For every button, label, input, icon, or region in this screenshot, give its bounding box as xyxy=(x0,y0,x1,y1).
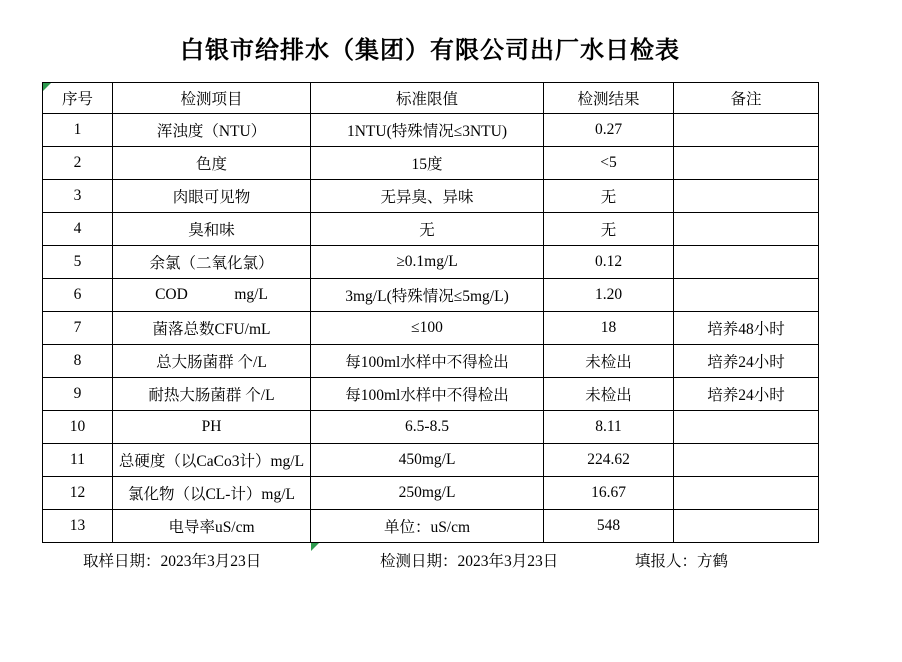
cell-remark xyxy=(674,114,819,147)
table-row xyxy=(43,147,819,180)
cell-standard: ≥0.1mg/L xyxy=(311,246,544,279)
column-header-standard: 标准限值 xyxy=(311,83,544,114)
cell-result: 224.62 xyxy=(544,444,674,477)
cell-index: 7 xyxy=(43,312,113,345)
column-header-item: 检测项目 xyxy=(113,83,311,114)
cell-remark: 培养48小时 xyxy=(674,312,819,345)
cell-remark: 培养24小时 xyxy=(674,378,819,411)
table-row xyxy=(43,444,819,477)
cell-result: 0.12 xyxy=(544,246,674,279)
testing-date: 检测日期：2023年3月23日 xyxy=(380,553,559,570)
cell-result: 未检出 xyxy=(544,378,674,411)
cell-index: 6 xyxy=(43,279,113,312)
column-header-result: 检测结果 xyxy=(544,83,674,114)
cell-remark: 培养24小时 xyxy=(674,345,819,378)
cell-remark xyxy=(674,411,819,444)
cell-item: 余氯（二氧化氯） xyxy=(113,246,311,279)
cell-index: 10 xyxy=(43,411,113,444)
cell-result: 无 xyxy=(544,213,674,246)
cell-remark xyxy=(674,510,819,543)
cell-standard: 15度 xyxy=(311,147,544,180)
cell-index: 2 xyxy=(43,147,113,180)
cell-remark xyxy=(674,213,819,246)
table-row xyxy=(43,510,819,543)
cell-index: 8 xyxy=(43,345,113,378)
cell-standard: 6.5-8.5 xyxy=(311,411,544,444)
report-filler: 填报人：方鹤 xyxy=(635,553,729,570)
table-row xyxy=(43,477,819,510)
cell-item: PH xyxy=(113,411,311,444)
cell-remark xyxy=(674,246,819,279)
cell-remark xyxy=(674,180,819,213)
cell-standard: 每100ml水样中不得检出 xyxy=(311,345,544,378)
cell-result: 8.11 xyxy=(544,411,674,444)
sampling-date: 取样日期：2023年3月23日 xyxy=(83,553,262,570)
cell-item: 菌落总数CFU/mL xyxy=(113,312,311,345)
cell-result: <5 xyxy=(544,147,674,180)
cell-item: 耐热大肠菌群 个/L xyxy=(113,378,311,411)
column-header-index: 序号 xyxy=(43,83,113,114)
table-row xyxy=(43,411,819,444)
cell-item: 肉眼可见物 xyxy=(113,180,311,213)
table-body xyxy=(43,114,819,543)
cell-item: 氯化物（以CL-计）mg/L xyxy=(113,477,311,510)
table-row xyxy=(43,279,819,312)
cell-index: 1 xyxy=(43,114,113,147)
cell-item: 总大肠菌群 个/L xyxy=(113,345,311,378)
table-row xyxy=(43,213,819,246)
footer xyxy=(0,551,902,573)
cell-item: COD mg/L xyxy=(113,279,311,312)
cell-result: 16.67 xyxy=(544,477,674,510)
cell-standard: 每100ml水样中不得检出 xyxy=(311,378,544,411)
cell-index: 9 xyxy=(43,378,113,411)
cell-index: 11 xyxy=(43,444,113,477)
cell-remark xyxy=(674,279,819,312)
cell-standard: 3mg/L(特殊情况≤5mg/L) xyxy=(311,279,544,312)
table-header-row xyxy=(43,83,819,114)
table-row xyxy=(43,312,819,345)
cell-standard: 无异臭、异味 xyxy=(311,180,544,213)
excel-cell-marker-icon xyxy=(311,543,319,551)
table-row xyxy=(43,180,819,213)
cell-remark xyxy=(674,477,819,510)
cell-standard: ≤100 xyxy=(311,312,544,345)
cell-remark xyxy=(674,147,819,180)
table-row xyxy=(43,246,819,279)
cell-item: 臭和味 xyxy=(113,213,311,246)
cell-item: 电导率uS/cm xyxy=(113,510,311,543)
page-title: 白银市给排水（集团）有限公司出厂水日检表 xyxy=(180,38,680,64)
cell-item: 色度 xyxy=(113,147,311,180)
cell-index: 5 xyxy=(43,246,113,279)
cell-standard: 450mg/L xyxy=(311,444,544,477)
cell-result: 0.27 xyxy=(544,114,674,147)
cell-index: 4 xyxy=(43,213,113,246)
cell-index: 12 xyxy=(43,477,113,510)
table-row xyxy=(43,378,819,411)
cell-standard: 无 xyxy=(311,213,544,246)
cell-item: 浑浊度（NTU） xyxy=(113,114,311,147)
cell-result: 1.20 xyxy=(544,279,674,312)
cell-index: 13 xyxy=(43,510,113,543)
cell-result: 未检出 xyxy=(544,345,674,378)
cell-index: 3 xyxy=(43,180,113,213)
cell-standard: 1NTU(特殊情况≤3NTU) xyxy=(311,114,544,147)
table-row xyxy=(43,345,819,378)
column-header-remark: 备注 xyxy=(674,83,819,114)
cell-result: 548 xyxy=(544,510,674,543)
cell-result: 无 xyxy=(544,180,674,213)
table-row xyxy=(43,114,819,147)
cell-remark xyxy=(674,444,819,477)
cell-result: 18 xyxy=(544,312,674,345)
cell-item: 总硬度（以CaCo3计）mg/L xyxy=(113,444,311,477)
inspection-table xyxy=(42,82,819,543)
cell-standard: 单位：uS/cm xyxy=(311,510,544,543)
cell-standard: 250mg/L xyxy=(311,477,544,510)
